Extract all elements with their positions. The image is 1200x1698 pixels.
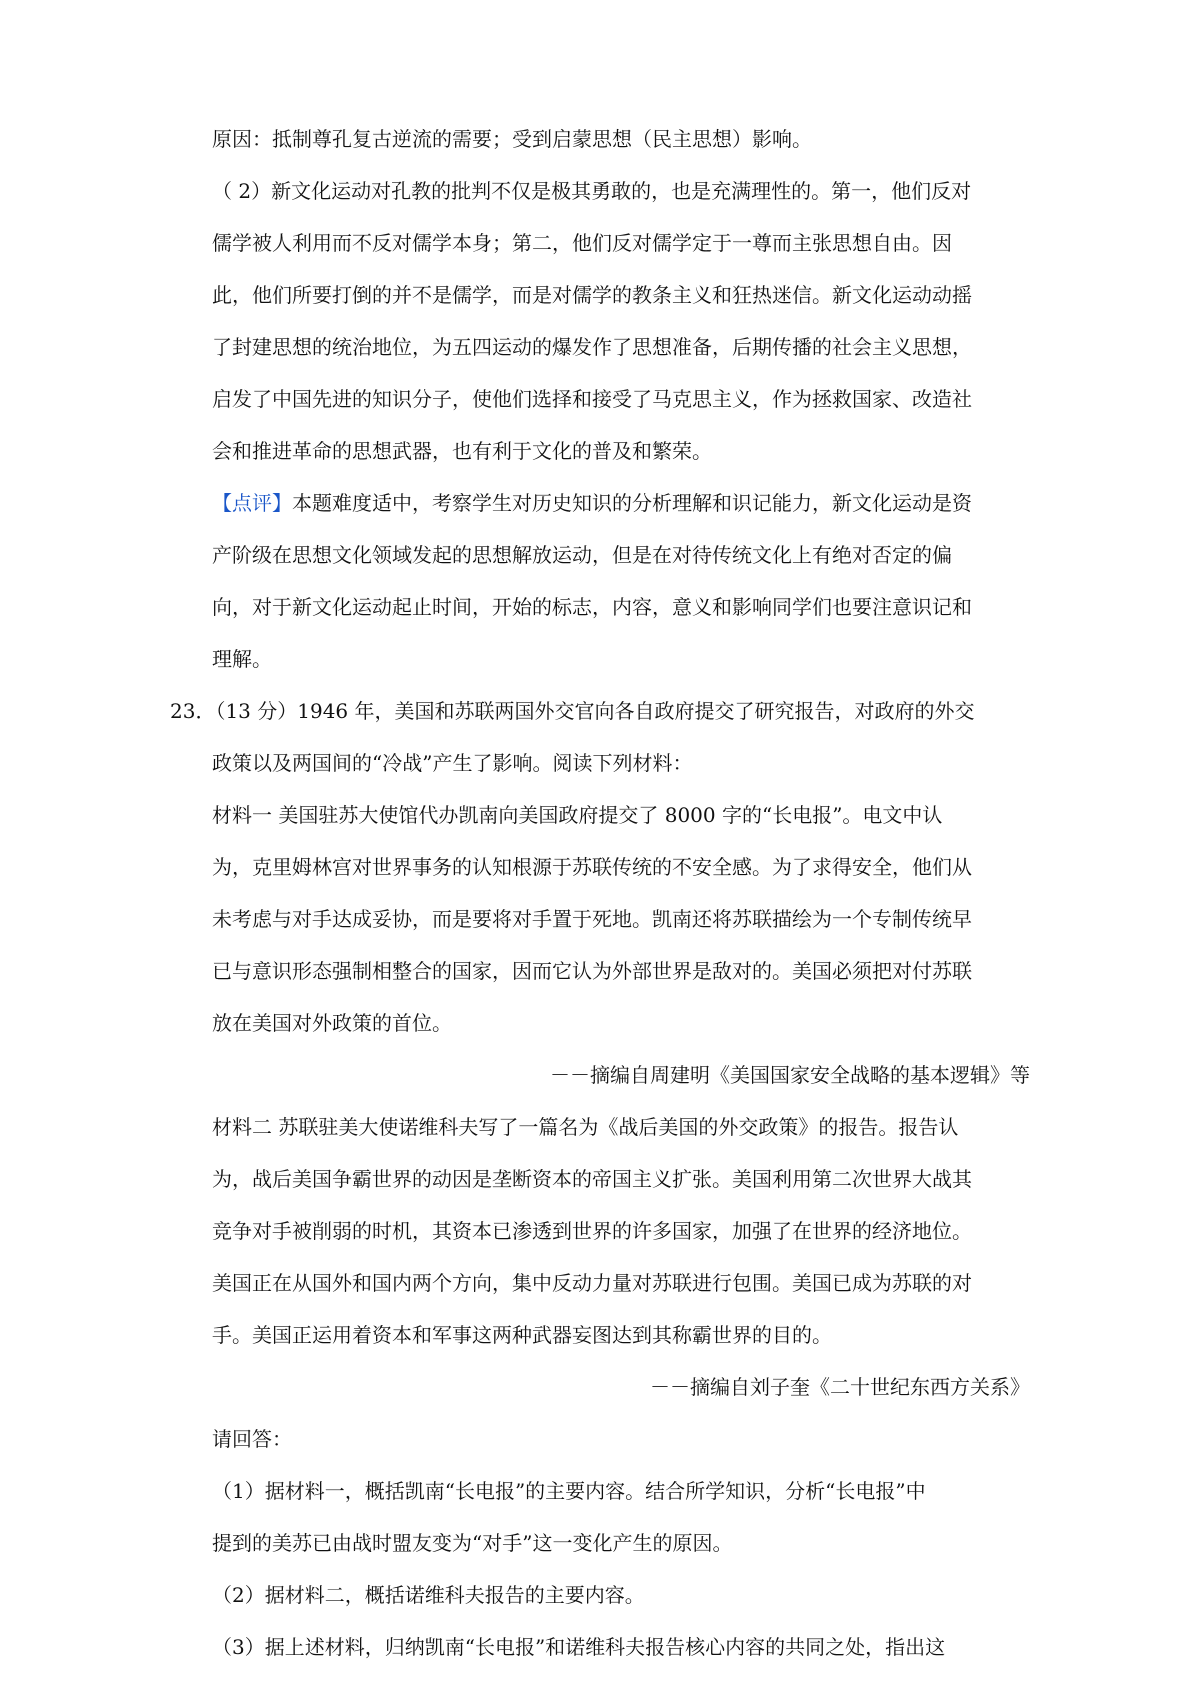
comment-line: 产阶级在思想文化领域发起的思想解放运动，但是在对待传统文化上有绝对否定的偏: [212, 543, 952, 567]
material-two-line: 手。美国正运用着资本和军事这两种武器妄图达到其称霸世界的目的。: [212, 1323, 832, 1347]
material-two-line: 美国正在从国外和国内两个方向，集中反动力量对苏联进行包围。美国已成为苏联的对: [212, 1271, 972, 1295]
comment-text: 本题难度适中，考察学生对历史知识的分析理解和识记能力，新文化运动是资: [292, 491, 972, 515]
material-one-line: 为，克里姆林宫对世界事务的认知根源于苏联传统的不安全感。为了求得安全，他们从: [212, 855, 972, 879]
answer-paragraph-line: 了封建思想的统治地位，为五四运动的爆发作了思想准备，后期传播的社会主义思想，: [212, 335, 972, 359]
answer-paragraph-line: 启发了中国先进的知识分子，使他们选择和接受了马克思主义，作为拯救国家、改造社: [212, 387, 972, 411]
material-one-line: 已与意识形态强制相整合的国家，因而它认为外部世界是敌对的。美国必须把对付苏联: [212, 959, 972, 983]
material-two-source: －－摘编自刘子奎《二十世纪东西方关系》: [650, 1375, 1030, 1399]
material-two-line: 为，战后美国争霸世界的动因是垄断资本的帝国主义扩张。美国利用第二次世界大战其: [212, 1167, 972, 1191]
material-two-line: 竞争对手被削弱的时机，其资本已渗透到世界的许多国家，加强了在世界的经济地位。: [212, 1219, 972, 1243]
answer-paragraph-line: 会和推进革命的思想武器，也有利于文化的普及和繁荣。: [212, 439, 712, 463]
answer-paragraph-line: （ 2）新文化运动对孔教的批判不仅是极其勇敢的，也是充满理性的。第一，他们反对: [212, 179, 972, 203]
sub-question-3: （3）据上述材料，归纳凯南“长电报”和诺维科夫报告核心内容的共同之处，指出这: [212, 1635, 946, 1659]
comment-tag: 【点评】: [212, 491, 292, 515]
comment-line: [212, 489, 1032, 517]
material-one-line: 放在美国对外政策的首位。: [212, 1011, 452, 1035]
sub-question-1-cont: 提到的美苏已由战时盟友变为“对手”这一变化产生的原因。: [212, 1531, 733, 1555]
sub-question-2: （2）据材料二，概括诺维科夫报告的主要内容。: [212, 1583, 645, 1607]
question-23-intro: 政策以及两国间的“冷战”产生了影响。阅读下列材料：: [212, 751, 693, 775]
please-answer-label: 请回答：: [212, 1427, 292, 1451]
material-two-line: 材料二 苏联驻美大使诺维科夫写了一篇名为《战后美国的外交政策》的报告。报告认: [212, 1115, 959, 1139]
material-one-source: －－摘编自周建明《美国国家安全战略的基本逻辑》等: [550, 1063, 1030, 1087]
comment-line: 理解。: [212, 647, 272, 671]
question-23-heading: 23．（13 分）1946 年，美国和苏联两国外交官向各自政府提交了研究报告，对政府的外交: [170, 699, 975, 723]
answer-paragraph-line: 此，他们所要打倒的并不是儒学，而是对儒学的教条主义和狂热迷信。新文化运动动摇: [212, 283, 972, 307]
material-one-line: 材料一 美国驻苏大使馆代办凯南向美国政府提交了 8000 字的“长电报”。电文中认: [212, 803, 943, 827]
answer-line-reason: 原因：抵制尊孔复古逆流的需要；受到启蒙思想（民主思想）影响。: [212, 127, 812, 151]
material-one-line: 未考虑与对手达成妥协，而是要将对手置于死地。凯南还将苏联描绘为一个专制传统早: [212, 907, 972, 931]
comment-line: 向，对于新文化运动起止时间，开始的标志，内容，意义和影响同学们也要注意识记和: [212, 595, 972, 619]
answer-paragraph-line: 儒学被人利用而不反对儒学本身；第二，他们反对儒学定于一尊而主张思想自由。因: [212, 231, 952, 255]
sub-question-1: （1）据材料一，概括凯南“长电报”的主要内容。结合所学知识，分析“长电报”中: [212, 1479, 926, 1503]
